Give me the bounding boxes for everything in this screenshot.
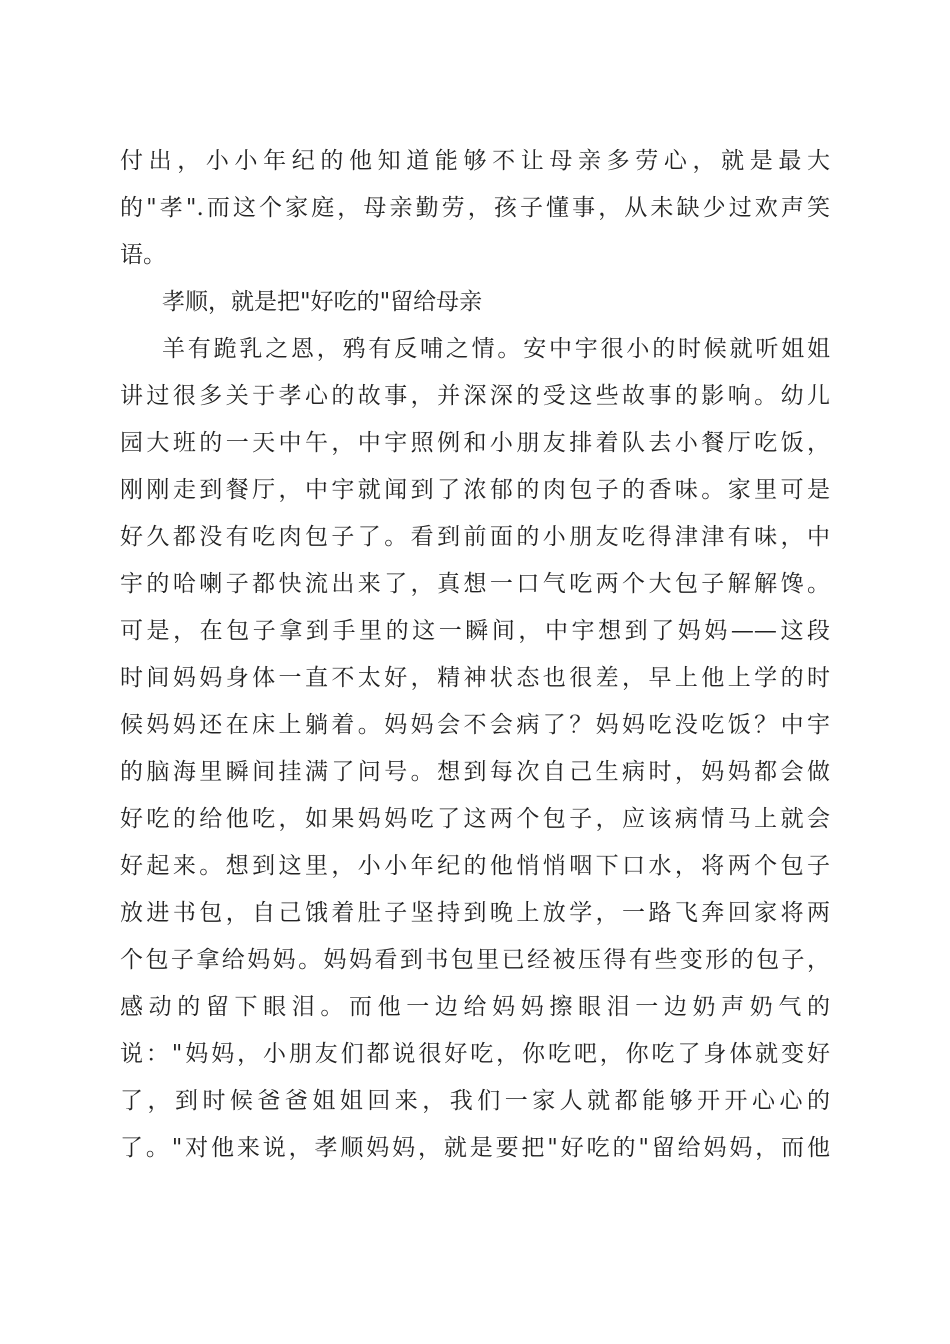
- text-line: 好起来。想到这里，小小年纪的他悄悄咽下口水，将两个包子: [120, 853, 830, 879]
- text-line: 可是，在包子拿到手里的这一瞬间，中宇想到了妈妈——这段: [120, 618, 830, 644]
- text-line: 的"孝".而这个家庭，母亲勤劳，孩子懂事，从未缺少过欢声笑: [120, 195, 830, 221]
- text-line: 了。"对他来说，孝顺妈妈，就是要把"好吃的"留给妈妈，而他: [120, 1135, 830, 1161]
- text-line: 个包子拿给妈妈。妈妈看到书包里已经被压得有些变形的包子，: [120, 947, 830, 973]
- text-line: 好久都没有吃肉包子了。看到前面的小朋友吃得津津有味，中: [120, 524, 830, 550]
- text-line: 候妈妈还在床上躺着。妈妈会不会病了？妈妈吃没吃饭？中宇: [120, 712, 830, 738]
- text-line: 羊有跪乳之恩，鸦有反哺之情。安中宇很小的时候就听姐姐: [162, 336, 830, 362]
- text-line: 感动的留下眼泪。而他一边给妈妈擦眼泪一边奶声奶气的: [120, 994, 830, 1020]
- section-heading: 孝顺，就是把"好吃的"留给母亲: [162, 289, 483, 315]
- text-line: 刚刚走到餐厅，中宇就闻到了浓郁的肉包子的香味。家里可是: [120, 477, 830, 503]
- text-line: 说："妈妈，小朋友们都说很好吃，你吃吧，你吃了身体就变好: [120, 1041, 830, 1067]
- text-line: 放进书包，自己饿着肚子坚持到晚上放学，一路飞奔回家将两: [120, 900, 830, 926]
- text-line: 语。: [120, 242, 166, 268]
- text-line: 园大班的一天中午，中宇照例和小朋友排着队去小餐厅吃饭，: [120, 430, 830, 456]
- text-line: 了，到时候爸爸姐姐回来，我们一家人就都能够开开心心的: [120, 1088, 830, 1114]
- text-line: 付出，小小年纪的他知道能够不让母亲多劳心，就是最大: [120, 148, 830, 174]
- text-line: 时间妈妈身体一直不太好，精神状态也很差，早上他上学的时: [120, 665, 830, 691]
- text-line: 宇的哈喇子都快流出来了，真想一口气吃两个大包子解解馋。: [120, 571, 830, 597]
- text-line: 的脑海里瞬间挂满了问号。想到每次自己生病时，妈妈都会做: [120, 759, 830, 785]
- text-line: 好吃的给他吃，如果妈妈吃了这两个包子，应该病情马上就会: [120, 806, 830, 832]
- text-line: 讲过很多关于孝心的故事，并深深的受这些故事的影响。幼儿: [120, 383, 830, 409]
